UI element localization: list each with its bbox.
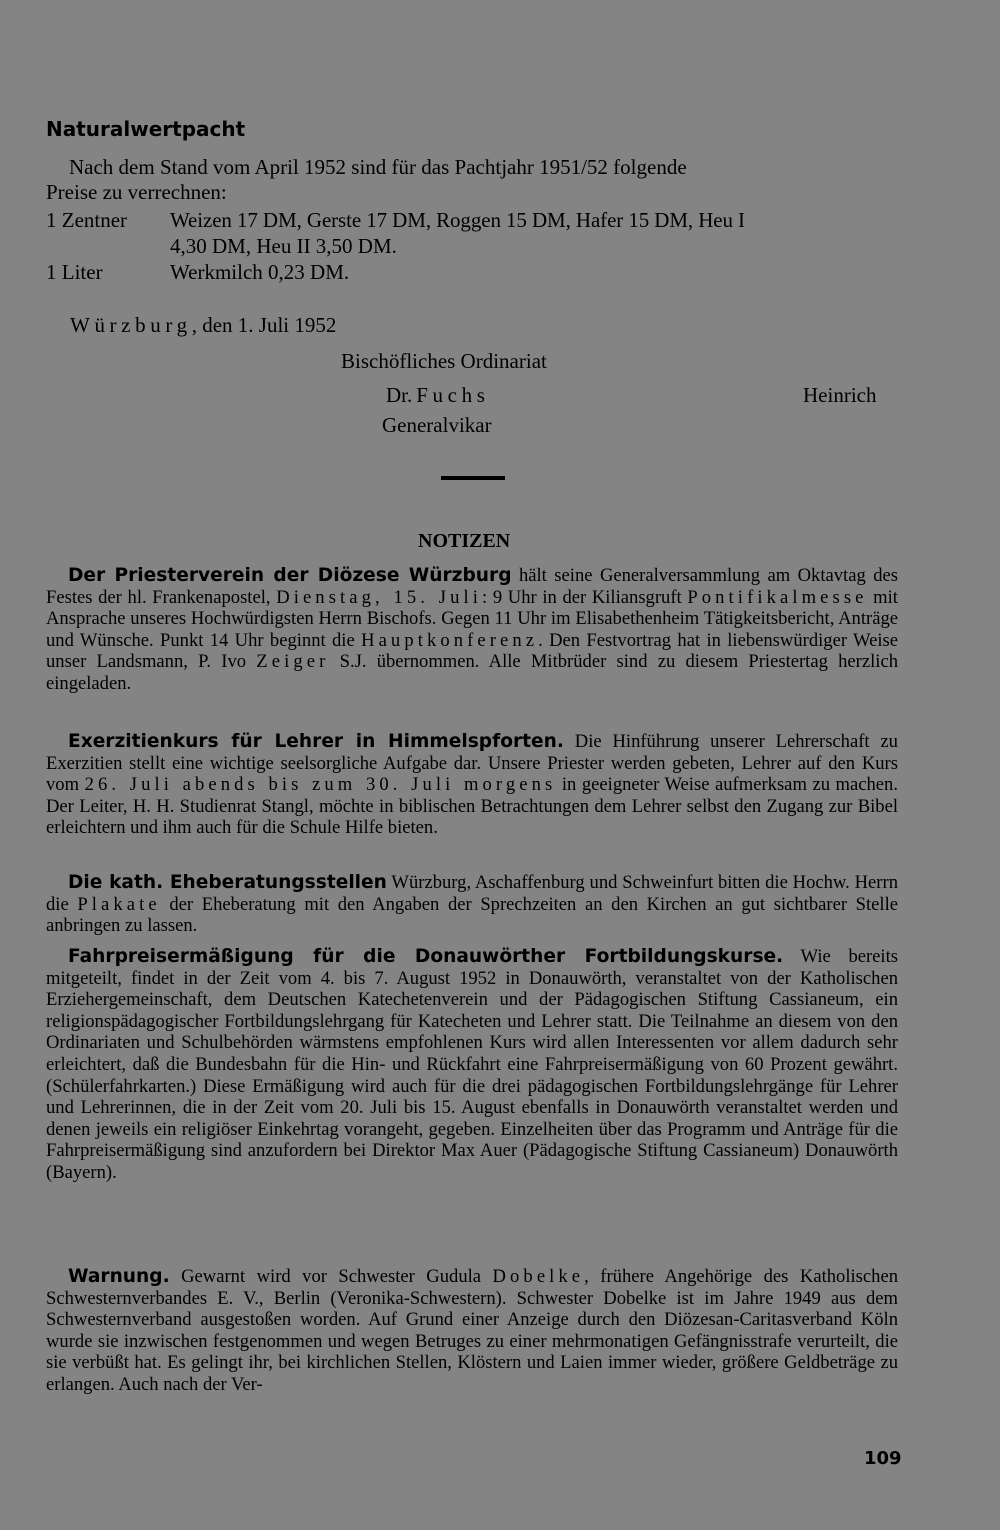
section-heading: Naturalwertpacht [46,117,246,141]
price-text-cont: 4,30 DM, Heu II 3,50 DM. [170,234,397,258]
signature-first-name: Heinrich [803,383,877,407]
price-text: Werkmilch 0,23 DM. [170,260,350,284]
note-text: in geeigneter Weise aufmerksam zu machen. Der Leiter, H. H. Studienrat Stangl, möchte in biblischen Betrachtungen dem Lehrer selbst den Zugang zur Bibel erleichtern und ihm auch für die Schule Hilfe bieten. [46,774,898,839]
page-number: 109 [864,1448,902,1469]
divider-rule [441,476,505,480]
note-text: der Eheberatung mit den Angaben der Sprechzeiten an den Kirchen an gut sichtbarer Stelle anbringen zu lassen. [46,893,898,937]
note-text: mit Ansprache unseres Hochwürdigsten Herrn Bischofs. Gegen 11 Uhr im Elisabethenheim Tätigkeitsbericht, Anträge und Wünsche. Punkt 14 Uhr beginnt die [46,586,898,651]
signature-place-date [70,311,336,339]
note-lead: Die kath. Eheberatungsstellen [68,872,387,893]
note-lead: Exerzitienkurs für Lehrer in Himmelspforten. [68,731,564,752]
signature-name [386,381,490,409]
signature-name-prefix: Dr. [386,383,413,407]
note-lead: Fahrpreisermäßigung für die Donauwörther Fortbildungskurse. [68,946,784,967]
note-paragraph-priesterverein [46,565,898,695]
intro-line: Nach dem Stand vom April 1952 sind für das Pachtjahr 1951/52 folgende [69,155,687,179]
signature-surname: Fuchs [416,383,490,407]
notes-title: NOTIZEN [418,530,511,552]
note-text: hält seine Generalversammlung am Oktavtag des Festes der hl. Frankenapostel, [46,565,899,608]
note-text: S.J. übernommen. Alle Mitbrüder sind zu diesem Priestertag herzlich eingeladen. [46,651,899,694]
note-paragraph-exerzitien [46,731,898,839]
note-lead: Warnung. [68,1266,170,1287]
note-text: : 9 Uhr in der Kiliansgruft [482,586,688,608]
signature-place: Würzburg [70,313,192,337]
note-spaced-text: Dobelke [492,1266,585,1287]
note-text: . Den Festvortrag hat in liebenswürdiger Weise unser Landsmann, P. Ivo [46,629,898,673]
price-qty: 1 Zentner [46,208,128,232]
note-text: , frühere Angehörige des Katholischen Schwesternverbandes E. V., Berlin (Veronika-Schwestern). Schwester Dobelke ist im Jahre 1949 aus dem Schwesternverband ausgestoßen worden. Auf Grund einer Anzeige durch den Diözesan-Caritasverband Köln wurde sie inzwischen festgenommen und wegen Betruges zu einer mehrmonatigen Gefängnisstrafe verurteilt, die sie verbüßt hat. Es gelingt ihr, bei kirchlichen Stellen, Klöstern und Laien immer wieder, größere Geldbeträge zu erlangen. Auch nach der Ver- [46,1266,898,1395]
note-spaced-text: Zeiger [256,651,330,673]
note-paragraph-eheberatung [46,872,898,937]
price-qty: 1 Liter [46,260,103,284]
note-spaced-text: Hauptkonferenz [361,629,539,651]
note-spaced-text: 26. Juli abends bis zum 30. Juli morgens [84,774,557,796]
signature-date: , den 1. Juli 1952 [191,313,337,337]
note-spaced-text: Plakate [77,893,161,915]
note-spaced-text: Pontifikalmesse [687,586,868,608]
note-text: Würzburg, Aschaffenburg und Schweinfurt bitten die Hochw. Herrn die [46,872,898,915]
note-text: Wie bereits mitgeteilt, findet in der Zeit vom 4. bis 7. August 1952 in Donauwörth, veranstaltet von der Katholischen Erziehergemeinschaft, dem Deutschen Katechetenverein und der Pädagogischen Stiftung Cassianeum, ein religionspädagogischer Fortbildungslehrgang für Katecheten und Lehrer statt. Die Teilnahme an diesem von den Ordinariaten und Schulbehörden wärmstens empfohlenen Kurs wird allen Interessenten vor allem dadurch sehr erleichtert, daß die Bundesbahn für die Hin- und Rückfahrt eine Fahrpreisermäßigung von 60 Prozent gewährt. (Schülerfahrkarten.) Diese Ermäßigung wird auch für die drei pädagogischen Fortbildungslehrgänge für Lehrer und Lehrerinnen, die in der Zeit vom 20. Juli bis 15. August ebenfalls in Donauwörth veranstaltet werden und denen jeweils ein religiöser Einkehrtag vorangeht, gegeben. Einzelheiten über das Programm und Anträge für die Fahrpreisermäßigung sind anzufordern bei Direktor Max Auer (Pädagogische Stiftung Cassianeum) Donauwörth (Bayern). [46,946,899,1183]
note-paragraph-warnung [46,1266,898,1396]
note-paragraph-fahrpreis [46,946,898,1184]
signature-office: Bischöfliches Ordinariat [341,349,547,373]
price-text: Weizen 17 DM, Gerste 17 DM, Roggen 15 DM, Hafer 15 DM, Heu I [170,208,745,232]
note-lead: Der Priesterverein der Diözese Würzburg [68,565,512,586]
note-text: Gewarnt wird vor Schwester Gudula [169,1266,493,1287]
note-text: Die Hinführung unserer Lehrerschaft zu Exerzitien stellt eine wichtige seelsorgliche Aufgabe dar. Unsere Priester werden gebeten, Lehrer auf den Kurs vom [46,731,898,796]
note-spaced-text: Dienstag, 15. Juli [276,586,482,608]
intro-line: Preise zu verrechnen: [46,180,227,204]
signature-title: Generalvikar [382,413,492,437]
